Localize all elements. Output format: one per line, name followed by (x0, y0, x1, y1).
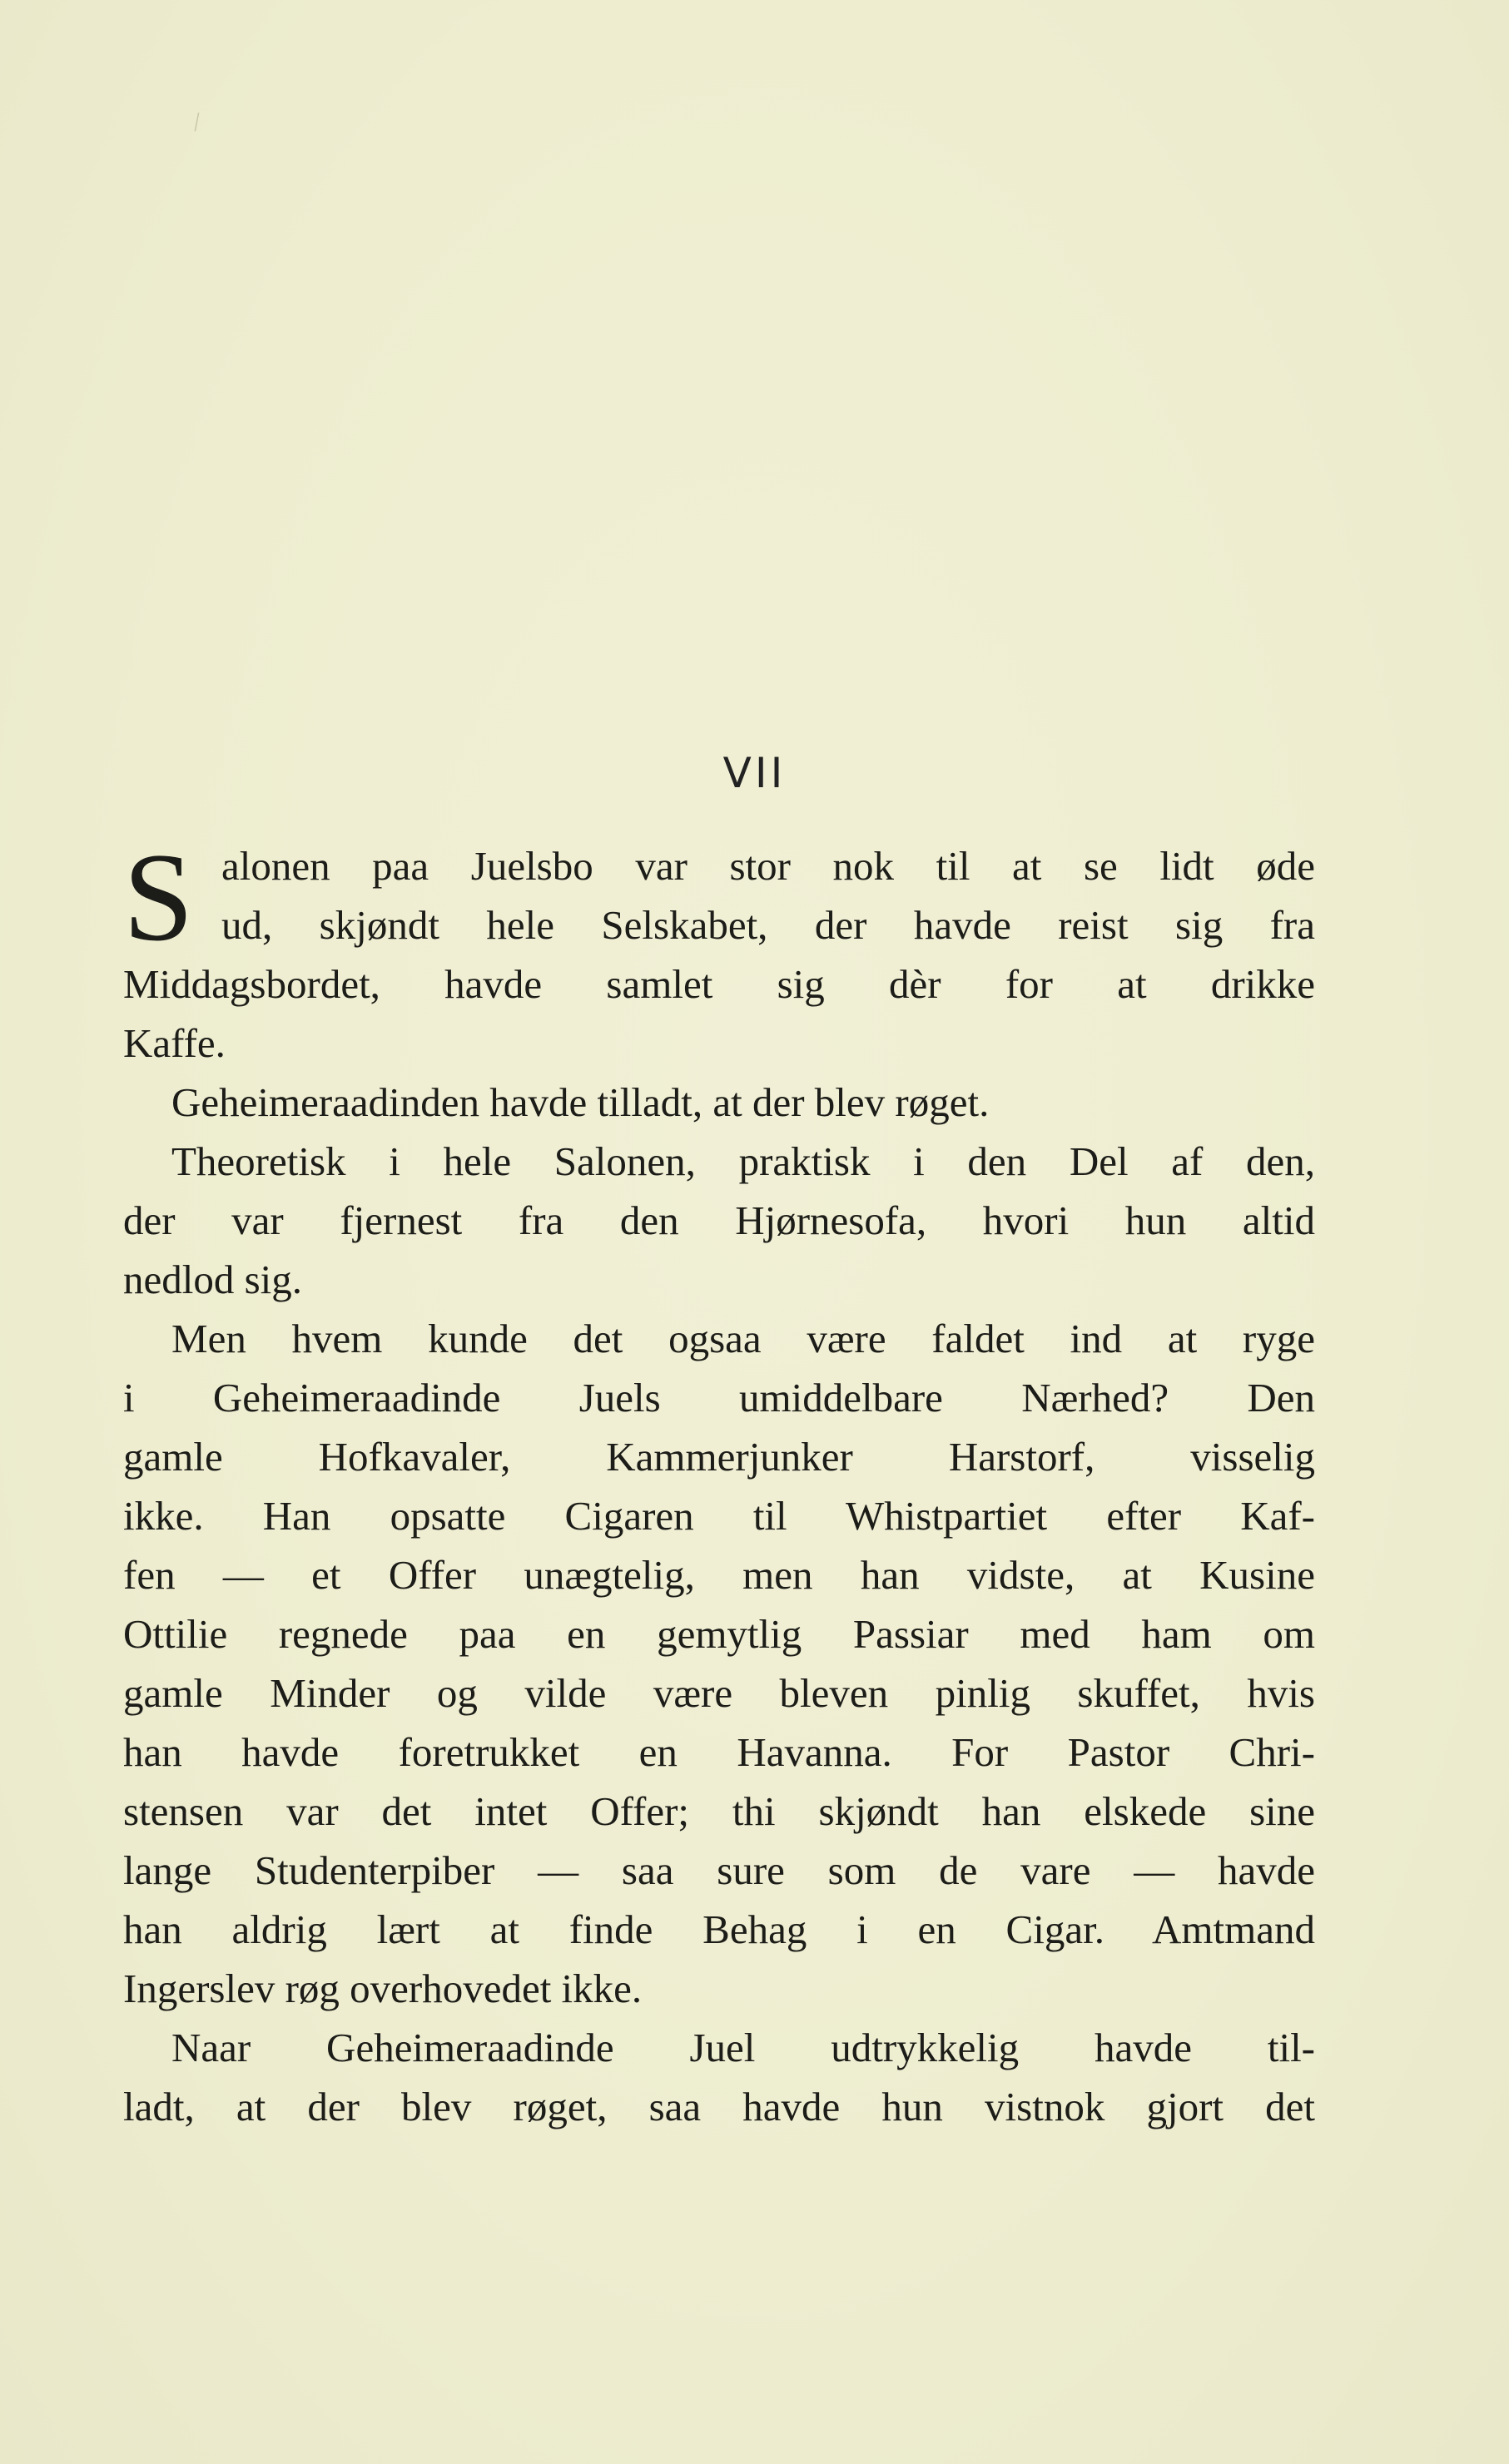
text-line: Kaffe. (123, 1020, 226, 1066)
text-line: han havde foretrukket en Havanna. For Pastor Chri- (123, 1729, 1315, 1775)
text-line: gamle Hofkavaler, Kammerjunker Harstorf, visselig (123, 1434, 1315, 1480)
text-line: ikke. Han opsatte Cigaren til Whistpartiet efter Kaf- (123, 1493, 1315, 1539)
paragraph-3 (123, 1132, 1315, 1309)
text-line: ladt, at der blev røget, saa havde hun vistnok gjort det (123, 2084, 1315, 2129)
text-line: han aldrig lært at finde Behag i en Cigar. Amtmand (123, 1906, 1315, 1952)
stray-pencil-mark: / (191, 106, 203, 137)
text-line: Middagsbordet, havde samlet sig dèr for at drikke (123, 961, 1315, 1007)
text-line: fen — et Offer unægtelig, men han vidste, at Kusine (123, 1552, 1315, 1598)
text-line: der var fjernest fra den Hjørnesofa, hvori hun altid (123, 1197, 1315, 1243)
paragraph-1 (123, 827, 1315, 1073)
text-line: Men hvem kunde det ogsaa være faldet ind at ryge (171, 1316, 1315, 1361)
text-line: lange Studenterpiber — saa sure som de vare — havde (123, 1847, 1315, 1893)
text-line: Theoretisk i hele Salonen, praktisk i den Del af den, (171, 1138, 1315, 1184)
text-line: Naar Geheimeraadinde Juel udtrykkelig havde til- (171, 2025, 1315, 2070)
body-text (123, 827, 1315, 2136)
paragraph-5 (123, 2018, 1315, 2136)
chapter-heading: VII (722, 749, 787, 797)
text-line: ud, skjøndt hele Selskabet, der havde reist sig fra (221, 902, 1315, 948)
paragraph-2 (123, 1073, 1315, 1132)
text-line: Geheimeraadinden havde tilladt, at der blev røget. (171, 1079, 990, 1125)
drop-cap: S (123, 827, 194, 967)
text-line: i Geheimeraadinde Juels umiddelbare Nærhed? Den (123, 1375, 1315, 1420)
text-line: gamle Minder og vilde være bleven pinlig skuffet, hvis (123, 1670, 1315, 1716)
text-line: alonen paa Juelsbo var stor nok til at se lidt øde (221, 843, 1315, 889)
paragraph-4 (123, 1309, 1315, 2018)
text-line: Ingerslev røg overhovedet ikke. (123, 1966, 643, 2011)
text-line: nedlod sig. (123, 1257, 303, 1302)
text-line: Ottilie regnede paa en gemytlig Passiar med ham om (123, 1611, 1315, 1657)
text-line: stensen var det intet Offer; thi skjøndt han elskede sine (123, 1788, 1315, 1834)
